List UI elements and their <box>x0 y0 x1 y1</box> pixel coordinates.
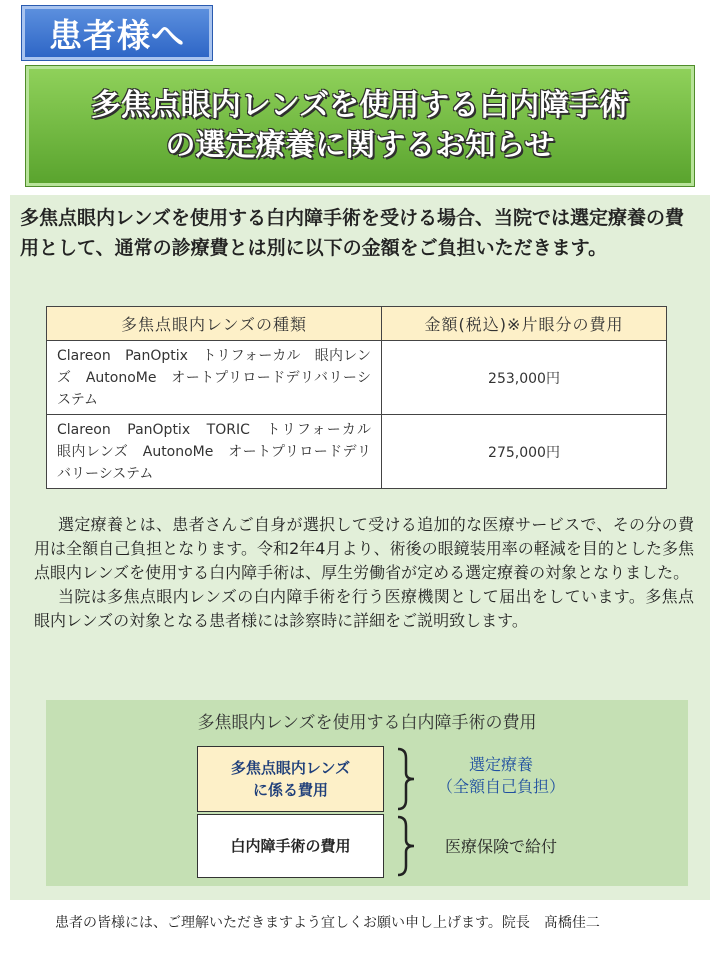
cost-breakdown-title: 多焦眼内レンズを使用する白内障手術の費用 <box>197 713 537 733</box>
table-row <box>47 415 667 489</box>
table-row <box>47 341 667 415</box>
lens-price: 275,000円 <box>382 415 667 489</box>
lens-cost-line-1: 多焦点眼内レンズ <box>230 759 351 777</box>
selected-care-label: 選定療養 <box>468 755 533 774</box>
footer-message: 患者の皆様には、ご理解いただきますよう宜しくお願い申し上げます。院長 髙橋佳二 <box>55 915 600 931</box>
cost-breakdown <box>46 700 688 886</box>
intro-text: 多焦点眼内レンズを使用する白内障手術を受ける場合、当院では選定療養の費用として、通常の診療費とは別に以下の金額をご負担いただきます。 <box>20 207 684 259</box>
selected-care-note <box>426 754 576 798</box>
explanation-text <box>34 513 694 633</box>
lens-cost-cell <box>197 746 384 812</box>
explanation-paragraph-2: 当院は多焦点眼内レンズの白内障手術を行う医療機関として届出をしています。多焦点眼内レンズの対象となる患者様には診察時に詳細をご説明致します。 <box>34 587 694 630</box>
lens-price: 253,000円 <box>382 341 667 415</box>
title-line-2: の選定療養に関するお知らせ <box>165 128 555 163</box>
title-line-1: 多焦点眼内レンズを使用する白内障手術 <box>90 88 630 123</box>
brace-icon <box>394 814 418 878</box>
lens-name: Clareon PanOptix TORIC トリフォーカル 眼内レンズ AutonoMe オートプリロードデリバリーシステム <box>47 415 382 489</box>
lens-type-header: 多焦点眼内レンズの種類 <box>47 307 382 341</box>
surgery-cost-cell: 白内障手術の費用 <box>197 814 384 878</box>
price-header: 金額(税込)※片眼分の費用 <box>382 307 667 341</box>
notice-panel <box>10 195 710 900</box>
lens-cost-line-2: に係る費用 <box>252 781 328 799</box>
self-pay-label: （全額自己負担） <box>436 777 565 796</box>
insurance-note: 医療保険で給付 <box>444 837 557 856</box>
explanation-paragraph-1: 選定療養とは、患者さんご自身が選択して受ける追加的な医療サービスで、その分の費用は全額自己負担となります。令和2年4月より、術後の眼鏡装用率の軽減を目的とした多焦点眼内レンズを使用する白内障手術は、厚生労働省が定める選定療養の対象となりました。 <box>34 515 694 582</box>
brace-icon <box>394 746 418 812</box>
lens-name: Clareon PanOptix トリフォーカル 眼内レンズ AutonoMe オートプリロードデリバリーシステム <box>47 341 382 415</box>
fee-table <box>46 306 667 489</box>
fee-table-header <box>47 307 667 341</box>
patient-badge: 患者様へ <box>22 6 212 60</box>
title-banner <box>26 66 694 186</box>
